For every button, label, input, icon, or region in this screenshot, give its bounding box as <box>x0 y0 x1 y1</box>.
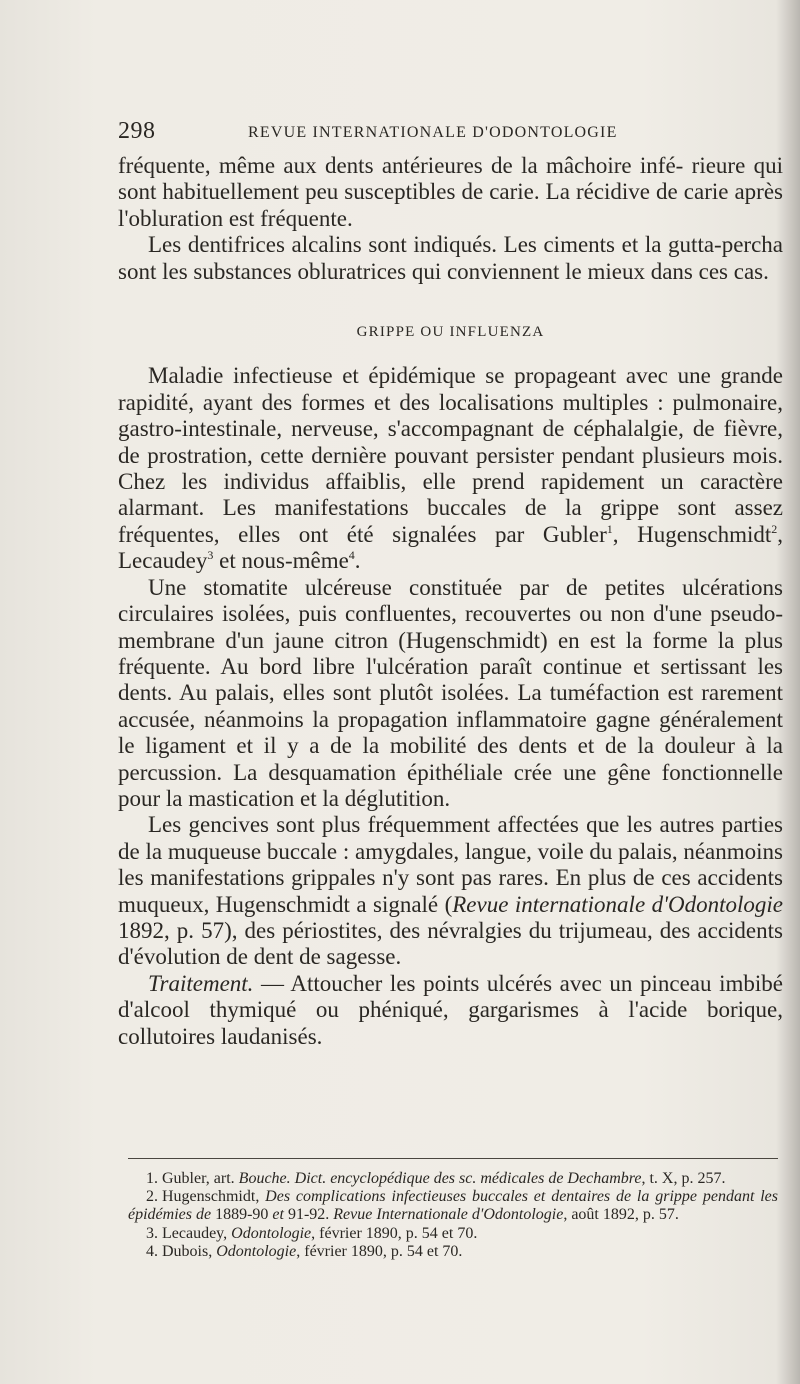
footnote-number: 3. <box>146 1224 158 1242</box>
intro-line-2: rieure qui sont habituellement peu susceptibles de carie. La <box>118 153 783 205</box>
footnotes <box>128 1170 778 1261</box>
footnote-text: Lecaudey, <box>162 1224 232 1242</box>
gencives-journal: Revue internationale d'Odontologie <box>452 891 783 917</box>
paragraph-maladie <box>118 363 783 574</box>
traitement-label: Traitement. <box>148 970 254 996</box>
traitement-text: — Attoucher les points ulcérés avec un pinceau imbibé d'alcool thymiqué ou phéniqué, gargarismes à l'acide borique, collutoires laudanisés. <box>118 970 783 1049</box>
footnote-number: 1. <box>146 1170 158 1187</box>
running-head: REVUE INTERNATIONALE D'ODONTOLOGIE <box>248 124 618 141</box>
paragraph-traitement <box>118 971 783 1050</box>
footnote-italic: et <box>272 1206 284 1224</box>
section-title: GRIPPE OU INFLUENZA <box>356 324 545 341</box>
maladie-text-3: , Lecaudey <box>118 521 783 574</box>
footnote-text: Gubler, art. <box>162 1170 239 1187</box>
footnote-divider <box>128 1158 778 1159</box>
footnote-italic: Des complications infectieuses buccales et dentaires de la grippe pendant les épidémies de <box>128 1188 779 1224</box>
paragraph-gencives <box>118 812 783 970</box>
maladie-text-2: , Hugenschmidt <box>612 521 772 547</box>
footnote-text: 1889-90 <box>211 1206 273 1224</box>
footnote-number: 2. <box>146 1188 158 1206</box>
footnote-text: Dubois, <box>162 1242 217 1260</box>
intro-line-3: récidive de carie après l'obluration est fréquente. <box>118 179 784 231</box>
intro-line-1: fréquente, même aux dents antérieures de la mâchoire infé- <box>118 153 684 178</box>
gencives-text-after: 1892, p. 57), des périostites, des névralgies du trijumeau, des accidents d'évolution de dent de sagesse. <box>118 917 783 970</box>
footnote-ref-4: 4 <box>348 548 355 563</box>
maladie-text-end: . <box>354 548 361 574</box>
main-text <box>118 153 783 1050</box>
footnote-4 <box>128 1243 778 1261</box>
footnote-italic: Revue Internationale d'Odontologie <box>333 1206 564 1224</box>
footnote-text: , février 1890, p. 54 et 70. <box>296 1242 463 1260</box>
footnote-text: , t. X, p. 257. <box>641 1170 726 1187</box>
footnote-text: , août 1892, p. 57. <box>563 1206 679 1224</box>
intro-paragraph <box>118 153 783 232</box>
footnote-2 <box>128 1188 778 1224</box>
footnote-ref-3: 3 <box>207 548 214 563</box>
maladie-text-4: et nous-même <box>213 548 349 574</box>
footnote-text: 91-92. <box>283 1206 334 1224</box>
footnote-text: Hugenschmidt, <box>162 1188 266 1206</box>
page-number: 298 <box>118 118 156 144</box>
paragraph-stomatite: Une stomatite ulcéreuse constituée par de petites ulcérations circulaires isolées, puis confluentes, recouvertes ou non d'une pseudo-membrane d'un jaune citron (Hugenschmidt) en est la forme la plus fréquente. Au bord libre l'ulcération paraît continue et sertissant les dents. Au palais, elles sont plutôt isolées. La tuméfaction est rarement accusée, néanmoins la propagation inflammatoire gagne généralement le ligament et il y a de la mobilité des dents et de la douleur à la percussion. La desquamation épithéliale crée une gêne fonctionnelle pour la mastication et la déglutition. <box>118 574 783 811</box>
footnote-3 <box>128 1225 778 1243</box>
maladie-text-1: Maladie infectieuse et épidémique se propageant avec une grande rapidité, ayant des formes et des localisations multiples : pulmonaire, gastro-intestinale, nerveuse, s'accompagnant de céphalalgie, de fièvre, de prostration, cette dernière pouvant persister pendant plusieurs mois. Chez les individus affaiblis, elle prend rapidement un caractère alarmant. Les manifestations buccales de la grippe sont assez fréquentes, elles ont été signalées par Gubler <box>118 363 783 547</box>
footnote-text: , février 1890, p. 54 et 70. <box>311 1224 478 1242</box>
footnote-ref-2: 2 <box>771 521 778 536</box>
footnote-number: 4. <box>146 1242 158 1260</box>
footnote-italic: Odontologie <box>231 1224 312 1242</box>
page-header <box>118 118 718 148</box>
paragraph-dentifrices: Les dentifrices alcalins sont indiqués. Les ciments et la gutta-percha sont les substances obluratrices qui conviennent le mieux dans ces cas. <box>118 232 783 284</box>
footnote-italic: Bouche. Dict. encyclopédique des sc. médicales de Dechambre <box>238 1170 642 1187</box>
footnote-italic: Odontologie <box>216 1242 297 1260</box>
footnote-1 <box>128 1170 778 1188</box>
gencives-text-before: Les gencives sont plus fréquemment affectées que les autres parties de la muqueuse buccale : amygdales, langue, voile du palais, néanmoins les manifestations grippales n'y sont pas rares. En plus de ces accidents muqueux, Hugenschmidt a signalé ( <box>118 812 783 917</box>
footnote-ref-1: 1 <box>606 521 613 536</box>
